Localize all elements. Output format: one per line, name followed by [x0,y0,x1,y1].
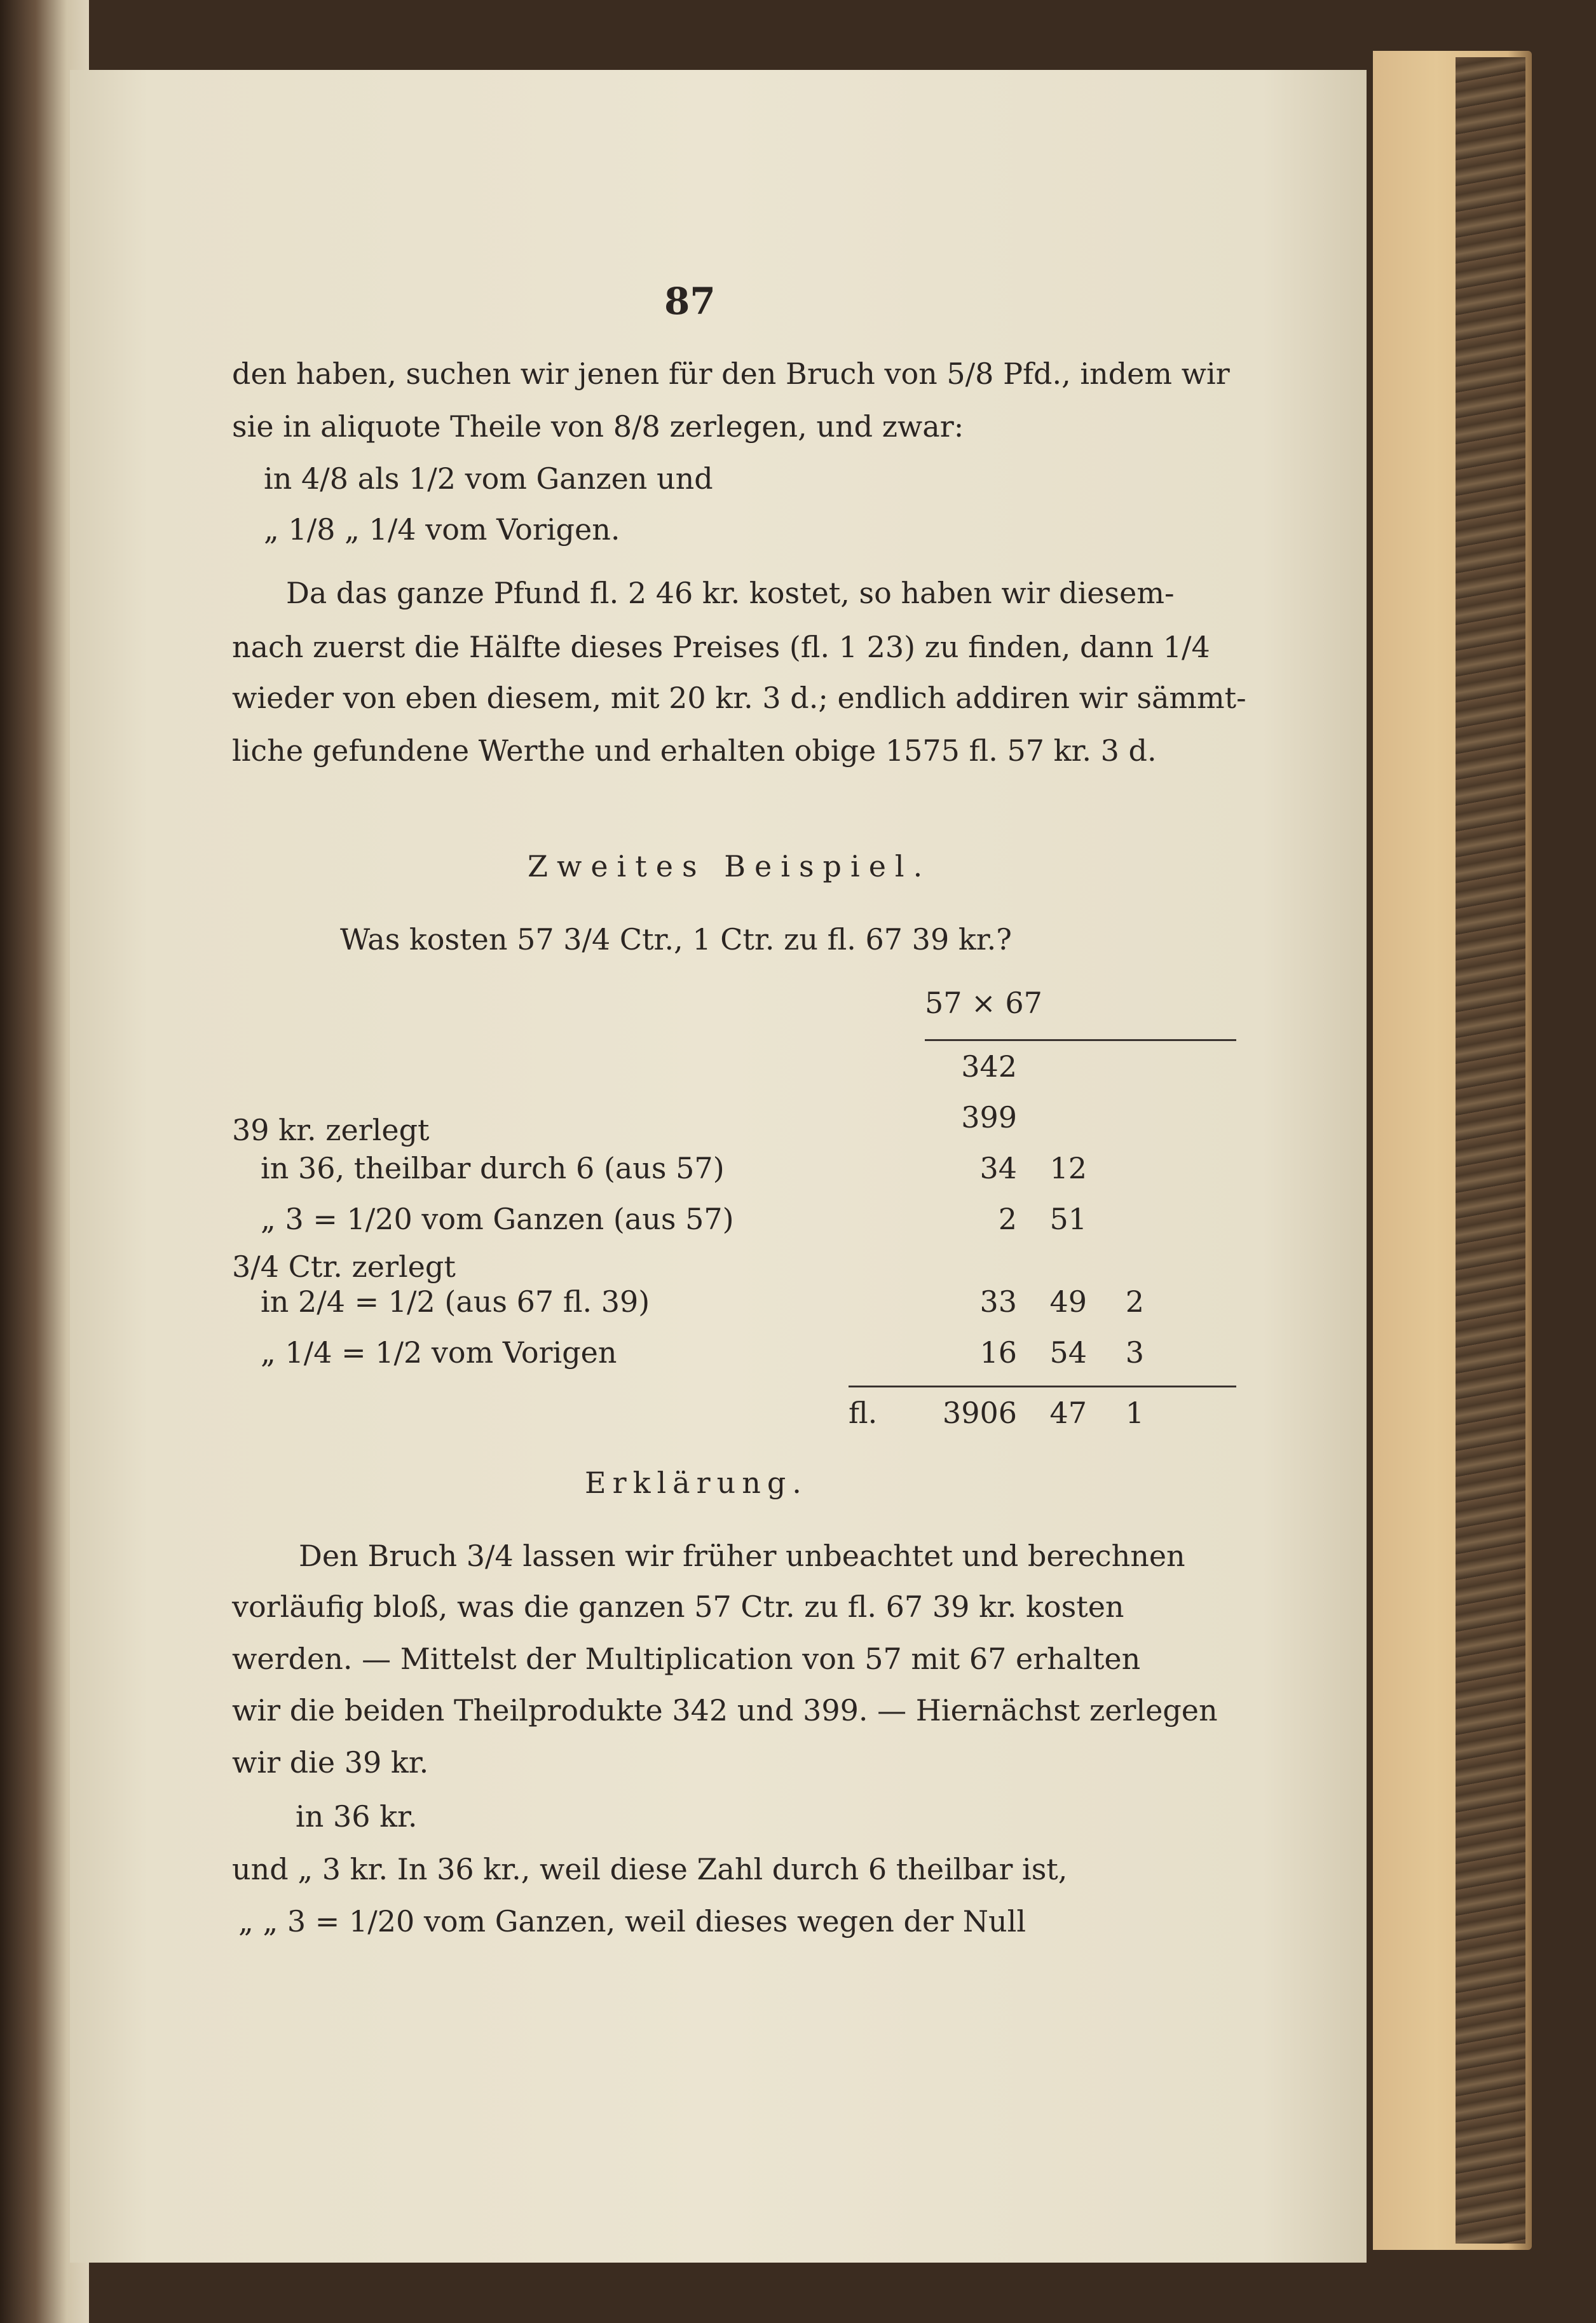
calc-value: 54 [1049,1335,1087,1370]
calc-label: „ 1/4 = 1/2 vom Vorigen [261,1335,617,1370]
text-line: „ 1/8 „ 1/4 vom Vorigen. [264,512,620,547]
calc-value: 16 [979,1335,1017,1370]
calc-value: 12 [1049,1151,1087,1185]
text-line: wieder von eben diesem, mit 20 kr. 3 d.; endlich addiren wir sämmt- [232,681,1246,715]
text-line: wir die 39 kr. [232,1745,429,1780]
text-line: Da das ganze Pfund fl. 2 46 kr. kostet, so haben wir diesem- [286,576,1175,610]
text-line: Den Bruch 3/4 lassen wir früher unbeachtet und berechnen [299,1539,1185,1573]
text-line: in 4/8 als 1/2 vom Ganzen und [264,461,713,496]
marbled-cover [1456,57,1525,2244]
text-line: sie in aliquote Theile von 8/8 zerlegen, und zwar: [232,409,964,444]
text-line: vorläufig bloß, was die ganzen 57 Ctr. zu fl. 67 39 kr. kosten [232,1590,1124,1624]
calc-value: 3 [1125,1335,1144,1370]
calc-label: in 2/4 = 1/2 (aus 67 fl. 39) [261,1284,650,1319]
text-line: wir die beiden Theilprodukte 342 und 399. — Hiernächst zerlegen [232,1693,1218,1727]
calc-total-value: 3906 [942,1396,1017,1430]
section-heading: Zweites Beispiel. [528,849,932,883]
text-line: in 36 kr. [296,1799,418,1834]
question-line: Was kosten 57 3/4 Ctr., 1 Ctr. zu fl. 67 39 kr.? [340,922,1012,957]
calc-rule-top [925,1039,1236,1041]
calc-rule-sum [849,1386,1236,1387]
calc-value: 34 [979,1151,1017,1185]
text-line: den haben, suchen wir jenen für den Bruch von 5/8 Pfd., indem wir [232,357,1230,391]
text-line: liche gefundene Werthe und erhalten obige 1575 fl. 57 kr. 3 d. [232,733,1157,768]
calc-label: in 36, theilbar durch 6 (aus 57) [261,1151,725,1185]
calc-label: „ 3 = 1/20 vom Ganzen (aus 57) [261,1202,734,1236]
calc-value: 342 [961,1049,1017,1084]
text-line: „ „ 3 = 1/20 vom Ganzen, weil dieses wegen der Null [238,1904,1026,1938]
page-number: 87 [664,280,716,323]
calc-value: 33 [979,1284,1017,1319]
calc-total-value: 1 [1125,1396,1144,1430]
calc-value: 51 [1049,1202,1087,1236]
text-line: nach zuerst die Hälfte dieses Preises (fl. 1 23) zu finden, dann 1/4 [232,630,1210,664]
calc-total-prefix: fl. [849,1396,878,1430]
calc-label: 3/4 Ctr. zerlegt [232,1250,456,1284]
calc-value: 49 [1049,1284,1087,1319]
calc-value: 2 [998,1202,1017,1236]
calc-label: 39 kr. zerlegt [232,1113,430,1147]
text-line: werden. — Mittelst der Multiplication von 57 mit 67 erhalten [232,1642,1141,1676]
calc-value: 399 [961,1100,1017,1134]
calc-value: 2 [1125,1284,1144,1319]
calc-total-value: 47 [1049,1396,1087,1430]
book-page [70,70,1367,2263]
calc-header: 57 × 67 [925,986,1042,1020]
section-heading: Erklärung. [585,1466,808,1500]
text-line: und „ 3 kr. In 36 kr., weil diese Zahl durch 6 theilbar ist, [232,1852,1068,1886]
